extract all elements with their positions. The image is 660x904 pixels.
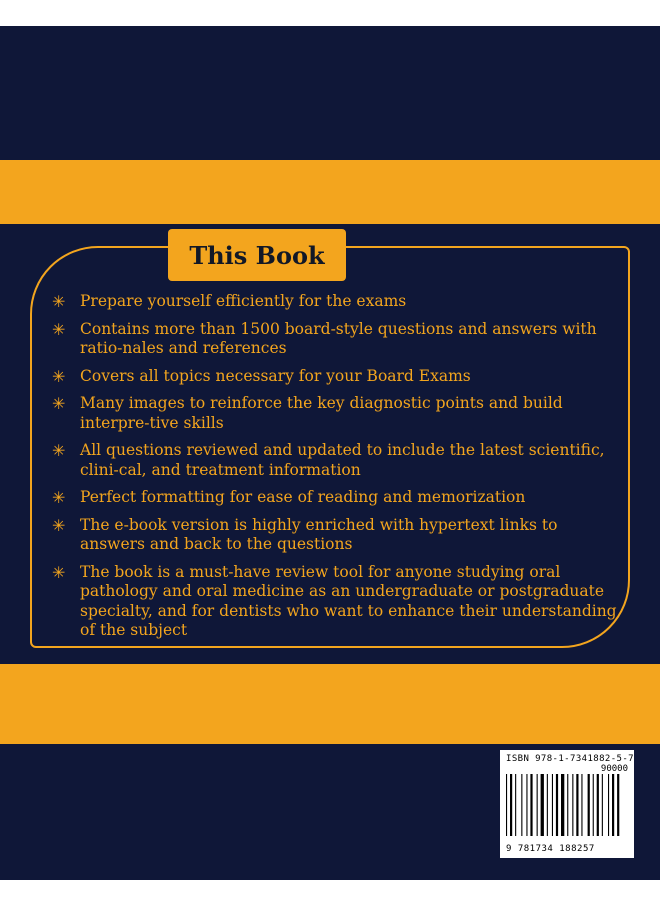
asterisk-icon: ✳ <box>52 292 66 311</box>
barcode-number: 9 781734 188257 <box>506 844 595 854</box>
list-item <box>52 488 622 508</box>
isbn-label: ISBN 978-1-7341882-5-7 <box>506 754 635 764</box>
barcode-bar <box>561 774 564 836</box>
barcode-bar <box>588 774 590 836</box>
top-accent-band <box>0 160 660 224</box>
list-item <box>52 563 622 641</box>
barcode-bar <box>572 774 573 836</box>
barcode-bar <box>612 774 614 836</box>
list-item-text: All questions reviewed and updated to include the latest scientific, clini-cal, and treatment information <box>80 441 605 479</box>
barcode-bar <box>556 774 558 836</box>
list-item <box>52 292 622 312</box>
isbn-barcode <box>500 750 634 858</box>
barcode-bar <box>597 774 599 836</box>
asterisk-icon: ✳ <box>52 488 66 507</box>
section-title: This Book <box>189 240 325 270</box>
list-item <box>52 516 622 555</box>
list-item-text: The e-book version is highly enriched with hypertext links to answers and back to the questions <box>80 515 558 553</box>
barcode-bar <box>510 774 512 836</box>
barcode-bar <box>552 774 553 836</box>
list-item-text: Covers all topics necessary for your Board Exams <box>80 366 471 385</box>
barcode-bar <box>576 774 578 836</box>
feature-list <box>52 292 622 649</box>
barcode-bar <box>530 774 532 836</box>
barcode-bar <box>617 774 619 836</box>
barcode-bar <box>593 774 594 836</box>
barcode-bar <box>506 774 507 836</box>
bottom-accent-band <box>0 664 660 744</box>
barcode-bar <box>515 774 516 836</box>
list-item <box>52 441 622 480</box>
list-item-text: Many images to reinforce the key diagnostic points and build interpre-tive skills <box>80 394 563 432</box>
barcode-bars <box>506 774 628 836</box>
barcode-bar <box>567 774 568 836</box>
list-item <box>52 320 622 359</box>
list-item-text: Prepare yourself efficiently for the exams <box>80 292 407 310</box>
barcode-bar <box>547 774 548 836</box>
asterisk-icon: ✳ <box>52 394 66 413</box>
list-item-text: The book is a must-have review tool for anyone studying oral pathology and oral medicine as an undergraduate or postgraduate specialty, and for dentists who want to enhance their understanding of the subject <box>80 562 617 639</box>
asterisk-icon: ✳ <box>52 441 66 460</box>
barcode-bar <box>602 774 603 836</box>
asterisk-icon: ✳ <box>52 562 66 582</box>
barcode-bar <box>581 774 582 836</box>
asterisk-icon: ✳ <box>52 515 66 535</box>
section-title-tab <box>168 229 346 281</box>
barcode-bar <box>521 774 522 836</box>
barcode-bar <box>537 774 538 836</box>
list-item <box>52 394 622 433</box>
list-item-text: Contains more than 1500 board-style questions and answers with ratio-nales and references <box>80 319 597 357</box>
price-code: 90000 <box>600 764 628 774</box>
barcode-bar <box>541 774 544 836</box>
list-item <box>52 367 622 387</box>
barcode-bar <box>608 774 609 836</box>
asterisk-icon: ✳ <box>52 319 66 339</box>
barcode-bar <box>526 774 527 836</box>
asterisk-icon: ✳ <box>52 366 66 386</box>
list-item-text: Perfect formatting for ease of reading and memorization <box>80 488 526 506</box>
